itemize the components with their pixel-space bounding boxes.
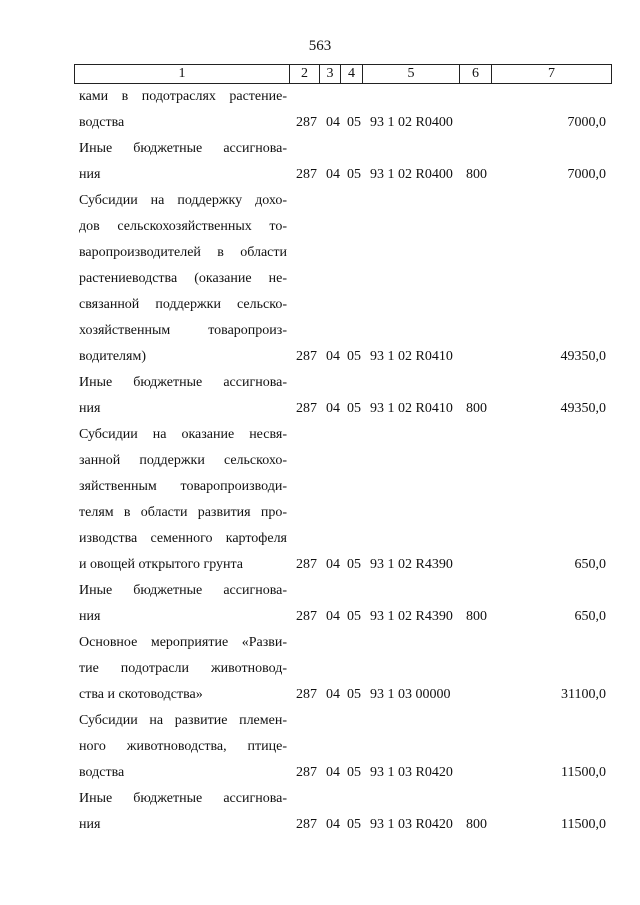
table-row <box>0 708 640 786</box>
description-line: хозяйственным товаропроиз- <box>79 323 287 338</box>
description-line: изводства семенного картофеля <box>79 531 287 546</box>
amount-cell: 31100,0 <box>561 687 606 702</box>
amount-cell: 7000,0 <box>567 115 606 130</box>
code-col-5: 93 1 02 R0410 <box>370 349 453 364</box>
table-row <box>0 422 640 578</box>
code-col-6: 800 <box>466 817 487 832</box>
row-description <box>79 136 287 188</box>
code-col-2: 287 <box>296 115 317 130</box>
table-row <box>0 630 640 708</box>
table-row <box>0 578 640 630</box>
amount-cell: 11500,0 <box>561 765 606 780</box>
description-line: Субсидии на развитие племен- <box>79 713 287 728</box>
code-col-3: 04 <box>326 687 340 702</box>
table-body <box>0 84 640 838</box>
code-col-2: 287 <box>296 167 317 182</box>
code-col-4: 05 <box>347 349 361 364</box>
code-col-5: 93 1 03 00000 <box>370 687 451 702</box>
amount-cell: 49350,0 <box>560 401 606 416</box>
code-col-4: 05 <box>347 765 361 780</box>
description-line: ния <box>79 609 101 624</box>
code-col-6: 800 <box>466 167 487 182</box>
code-col-2: 287 <box>296 817 317 832</box>
description-line: водителям) <box>79 349 147 364</box>
code-col-4: 05 <box>347 115 361 130</box>
row-description <box>79 188 287 370</box>
code-col-3: 04 <box>326 609 340 624</box>
description-line: и овощей открытого грунта <box>79 557 244 572</box>
table-header <box>74 64 612 84</box>
code-col-5: 93 1 02 R4390 <box>370 557 453 572</box>
description-line: ния <box>79 401 101 416</box>
code-col-4: 05 <box>347 167 361 182</box>
table-row <box>0 786 640 838</box>
description-line: водства <box>79 765 125 780</box>
row-description <box>79 786 287 838</box>
header-col-6: 6 <box>460 65 492 83</box>
code-col-2: 287 <box>296 765 317 780</box>
code-col-4: 05 <box>347 401 361 416</box>
code-col-2: 287 <box>296 401 317 416</box>
code-col-3: 04 <box>326 115 340 130</box>
code-col-5: 93 1 02 R0410 <box>370 401 453 416</box>
description-line: варопроизводителей в области <box>79 245 287 260</box>
header-col-4: 4 <box>341 65 363 83</box>
row-description <box>79 578 287 630</box>
description-line: связанной поддержки сельско- <box>79 297 287 312</box>
row-description <box>79 708 287 786</box>
code-col-4: 05 <box>347 609 361 624</box>
code-col-5: 93 1 02 R0400 <box>370 167 453 182</box>
description-line: ния <box>79 817 101 832</box>
description-line: Иные бюджетные ассигнова- <box>79 583 287 598</box>
code-col-5: 93 1 02 R4390 <box>370 609 453 624</box>
description-line: ния <box>79 167 101 182</box>
amount-cell: 650,0 <box>574 557 606 572</box>
code-col-3: 04 <box>326 349 340 364</box>
table-row <box>0 136 640 188</box>
row-description <box>79 630 287 708</box>
code-col-3: 04 <box>326 401 340 416</box>
code-col-3: 04 <box>326 167 340 182</box>
description-line: Иные бюджетные ассигнова- <box>79 141 287 156</box>
code-col-4: 05 <box>347 557 361 572</box>
table-row <box>0 188 640 370</box>
code-col-3: 04 <box>326 765 340 780</box>
table-row <box>0 370 640 422</box>
table-row <box>0 84 640 136</box>
description-line: телям в области развития про- <box>79 505 287 520</box>
description-line: ками в подотраслях растение- <box>79 89 287 104</box>
row-description <box>79 370 287 422</box>
description-line: Субсидии на поддержку дохо- <box>79 193 287 208</box>
description-line: дов сельскохозяйственных то- <box>79 219 287 234</box>
amount-cell: 650,0 <box>574 609 606 624</box>
description-line: зяйственным товаропроизводи- <box>79 479 287 494</box>
code-col-5: 93 1 02 R0400 <box>370 115 453 130</box>
header-col-1: 1 <box>75 65 290 83</box>
description-line: водства <box>79 115 125 130</box>
code-col-4: 05 <box>347 817 361 832</box>
row-description <box>79 422 287 578</box>
amount-cell: 7000,0 <box>567 167 606 182</box>
description-line: Иные бюджетные ассигнова- <box>79 791 287 806</box>
description-line: растениеводства (оказание не- <box>79 271 287 286</box>
header-col-2: 2 <box>290 65 320 83</box>
code-col-6: 800 <box>466 401 487 416</box>
code-col-5: 93 1 03 R0420 <box>370 817 453 832</box>
description-line: Субсидии на оказание несвя- <box>79 427 287 442</box>
description-line: Иные бюджетные ассигнова- <box>79 375 287 390</box>
code-col-6: 800 <box>466 609 487 624</box>
description-line: занной поддержки сельскохо- <box>79 453 287 468</box>
code-col-2: 287 <box>296 609 317 624</box>
code-col-2: 287 <box>296 349 317 364</box>
description-line: тие подотрасли животновод- <box>79 661 287 676</box>
header-col-5: 5 <box>363 65 460 83</box>
code-col-4: 05 <box>347 687 361 702</box>
description-line: Основное мероприятие «Разви- <box>79 635 287 650</box>
code-col-3: 04 <box>326 817 340 832</box>
header-col-7: 7 <box>548 66 555 81</box>
description-line: ства и скотоводства» <box>79 687 203 702</box>
code-col-5: 93 1 03 R0420 <box>370 765 453 780</box>
code-col-2: 287 <box>296 687 317 702</box>
code-col-3: 04 <box>326 557 340 572</box>
row-description <box>79 84 287 136</box>
description-line: ного животноводства, птице- <box>79 739 287 754</box>
amount-cell: 49350,0 <box>560 349 606 364</box>
header-col-3: 3 <box>320 65 341 83</box>
code-col-2: 287 <box>296 557 317 572</box>
page-number: 563 <box>308 38 332 54</box>
amount-cell: 11500,0 <box>561 817 606 832</box>
